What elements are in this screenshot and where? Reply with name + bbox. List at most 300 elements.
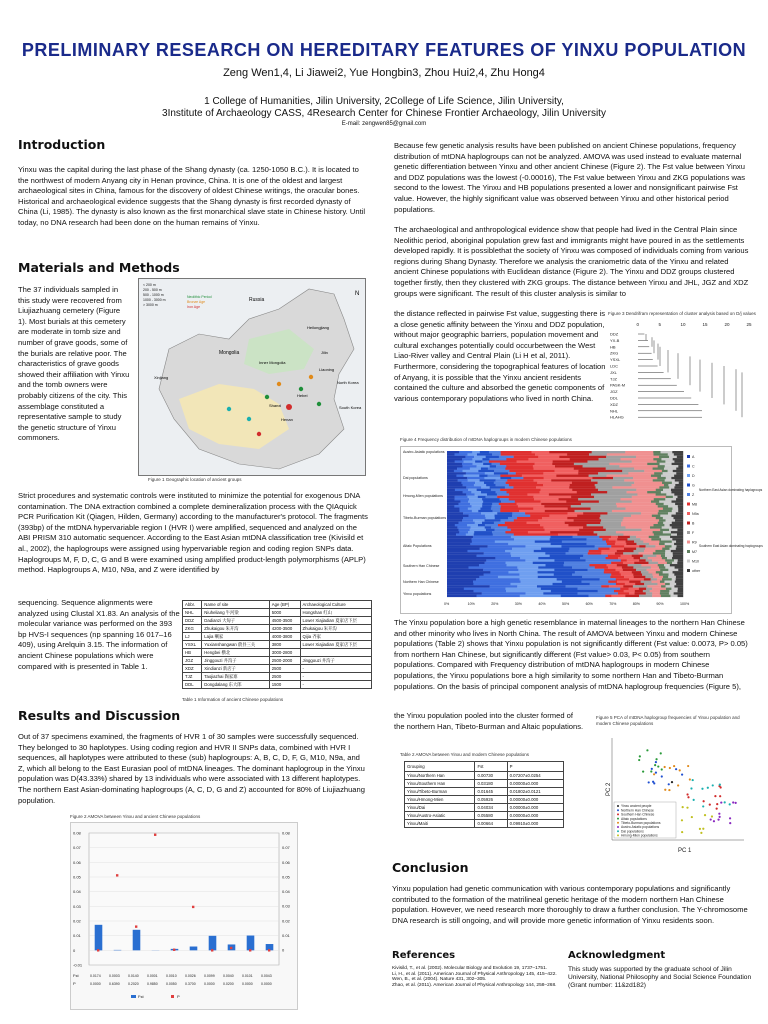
discussion-text-3: the distance reflected in pairwise Fst value, suggesting there is a close genetic affinity between the Yinxu and DDZ population, without major geographic barriers, population movement and cultural exchanges potentially could occurbetween the West Liao-River valley and Central Plain (Li H et al, 2011). Furthermore, considering the topographical features of location of Anyang, it is possible that the Yinxu ancient residents contained the culture and absorbed the genetic components of various contemporary populations who lived in north China. [394, 309, 606, 403]
haplogroup-segment [598, 482, 635, 484]
haplogroup-segment [569, 548, 598, 550]
haplogroup-segment [610, 548, 625, 550]
haplogroup-segment [598, 472, 628, 474]
legend-swatch [687, 465, 690, 468]
pca-point [692, 779, 694, 781]
haplogroup-segment [634, 562, 648, 564]
table-cell: 0.00730 [475, 772, 507, 780]
legend-item: < 200 m [143, 283, 156, 287]
haplogroup-segment [656, 503, 664, 505]
haplogroup-segment [517, 566, 538, 568]
haplogroup-segment [662, 526, 672, 528]
pca-point [654, 764, 656, 766]
haplogroup-segment [500, 498, 509, 500]
haplogroup-segment [565, 552, 587, 554]
haplogroup-segment [467, 496, 478, 498]
haplogroup-segment [478, 524, 485, 526]
haplogroup-segment [672, 538, 683, 540]
haplogroup-segment [588, 569, 605, 571]
dendrogram-leaf-label: TJZ [610, 376, 617, 382]
haplogroup-segment [616, 569, 623, 571]
haplogroup-segment [549, 493, 591, 495]
haplogroup-segment [663, 517, 674, 519]
haplogroup-segment [525, 592, 543, 594]
haplogroup-segment [495, 557, 520, 559]
haplogroup-segment [652, 559, 665, 561]
haplogroup-segment [538, 566, 572, 568]
haplogroup-segment [623, 585, 633, 587]
pca-point [689, 778, 691, 780]
table-header: Abbr. [183, 601, 202, 609]
pca-point [717, 818, 719, 820]
legend-label: Yinxu ancient people [621, 804, 652, 809]
haplogroup-segment [505, 531, 528, 533]
haplogroup-segment [663, 508, 673, 510]
haplogroup-segment [573, 536, 600, 538]
y-axis-label: PC 2 [606, 782, 612, 796]
haplogroup-segment [676, 576, 683, 578]
haplogroup-segment [657, 583, 665, 585]
y-tick-label: 0.02 [73, 918, 81, 924]
pca-point [700, 832, 702, 834]
haplogroup-segment [486, 529, 495, 531]
haplogroup-segment [636, 456, 659, 458]
haplogroup-segment [623, 533, 654, 535]
haplogroup-segment [527, 493, 549, 495]
haplogroup-segment [577, 491, 608, 493]
haplogroup-segment [447, 557, 495, 559]
haplogroup-segment [591, 493, 638, 495]
table-cell: XDZ [183, 665, 202, 673]
haplogroup-segment [460, 510, 472, 512]
haplogroup-segment [459, 451, 472, 453]
haplogroup-segment [463, 517, 486, 519]
haplogroup-segment [533, 496, 571, 498]
haplogroup-segment [561, 545, 594, 547]
haplogroup-segment [659, 500, 671, 502]
haplogroup-segment [598, 489, 636, 491]
haplogroup-segment [533, 562, 564, 564]
pca-point [657, 765, 659, 767]
haplogroup-segment [670, 595, 677, 597]
p-marker [173, 949, 175, 951]
haplogroup-segment [495, 515, 513, 517]
haplogroup-segment [668, 569, 678, 571]
haplogroup-segment [664, 564, 670, 566]
haplogroup-segment [457, 467, 470, 469]
haplogroup-segment [583, 512, 608, 514]
dendrogram-leaf-label: DDZ [610, 331, 619, 337]
haplogroup-segment [617, 564, 628, 566]
haplogroup-segment [675, 484, 683, 486]
haplogroup-segment [520, 578, 557, 580]
haplogroup-segment [496, 479, 508, 481]
pca-point [682, 806, 684, 808]
haplogroup-segment [468, 508, 481, 510]
haplogroup-segment [482, 460, 489, 462]
haplogroup-segment [656, 517, 663, 519]
haplogroup-segment [674, 559, 678, 561]
haplogroup-segment [447, 505, 455, 507]
site-marker [299, 387, 303, 391]
table-row [405, 796, 564, 804]
legend-label: Tibeto-Burman populations [621, 821, 661, 825]
haplogroup-segment [650, 590, 661, 592]
haplogroup-segment [665, 460, 674, 462]
haplogroup-segment [653, 531, 663, 533]
discussion-text-5: the Yinxu population pooled into the cluster formed of the northern Han, Tibeto-Burman and Altaic populations. [394, 711, 584, 731]
haplogroup-segment [601, 552, 615, 554]
haplogroup-segment [458, 479, 468, 481]
haplogroup-segment [578, 498, 620, 500]
haplogroup-segment [671, 515, 683, 517]
haplogroup-segment [652, 588, 666, 590]
haplogroup-segment [478, 510, 493, 512]
haplogroup-segment [541, 489, 573, 491]
legend-swatch-p [171, 995, 174, 998]
methods-text-2: Strict procedures and systematic controls were instituted to minimize the potential for exogenous DNA contamination. The DNA extraction combined a complete demineralization process with the QIAquick PCR Purification Kit (Qiagen, Hilden, Germany) according to the manufacturer's protocol. The fragments (393bp) of the mtDNA hypervariable region I (HVR I) were amplified, sequenced and analyzed on the ABI PRISM 310 automatic sequencer. According to the East Asian mtDNA classification tree (Kivisild et al., 2002), the haplogroups were assigned using hypervariable region and coding region SNPs data. Haplogroups M, F, D, C, G and B were examined using amplified product-length polymorphisms (APLP) method. Haplogroups A, M10, N9a, and Z were identified by [18, 491, 368, 575]
pca-point [716, 808, 718, 810]
haplogroup-segment [599, 536, 611, 538]
haplogroup-segment [642, 573, 652, 575]
table-cell: 3800 [269, 641, 300, 649]
haplogroup-segment [676, 512, 683, 514]
haplogroup-segment [477, 489, 491, 491]
table-cell: 0.05580 [475, 812, 507, 820]
table-cell: - [300, 681, 371, 689]
haplogroup-segment [494, 522, 505, 524]
haplogroup-segment [447, 467, 457, 469]
haplogroup-segment [567, 517, 600, 519]
p-value: 0.0200 [223, 982, 234, 986]
haplogroup-segment [497, 493, 509, 495]
p-value: 0.0000 [204, 982, 215, 986]
legend-swatch [687, 569, 690, 572]
fst-bar [133, 930, 141, 951]
haplogroup-segment [645, 576, 653, 578]
haplogroup-segment [447, 578, 476, 580]
legend-item: 200 - 500 m [143, 288, 162, 292]
table-body [405, 772, 564, 828]
table-header: Age (BP) [269, 601, 300, 609]
p-marker [135, 925, 137, 927]
table-cell: YSXL [183, 641, 202, 649]
x-tick-label: 60% [585, 602, 593, 606]
haplogroup-segment [622, 566, 634, 568]
haplogroup-segment [447, 517, 463, 519]
p-marker [116, 874, 118, 876]
haplogroup-segment [535, 463, 553, 465]
haplogroup-segment [666, 588, 672, 590]
table-cell: Hongshan 红山 [300, 609, 371, 617]
haplogroup-segment [447, 595, 477, 597]
haplogroup-segment [606, 529, 642, 531]
legend-swatch [687, 474, 690, 477]
haplogroup-segment [484, 573, 520, 575]
haplogroup-segment [476, 578, 520, 580]
haplogroup-segment [636, 569, 647, 571]
table-cell: 1500 [269, 681, 300, 689]
methods-text-3: sequencing. Sequence alignments were analyzed using Clustal X1.83. An analysis of the molecular variance was performed on the 393 bp HVS-I sequences (np spanning 16 017–16 409), using Arelquin 3.15. The information of ancient Chinese populations which were compared with is presented in Table 1. [18, 598, 180, 671]
haplogroup-segment [544, 505, 571, 507]
haplogroup-segment [447, 486, 466, 488]
haplogroup-segment [611, 595, 625, 597]
haplogroup-segment [489, 458, 506, 460]
figure-1-map [138, 278, 366, 476]
haplogroup-segment [634, 467, 653, 469]
pca-point [673, 765, 675, 767]
haplogroup-segment [480, 508, 491, 510]
haplogroup-segment [554, 573, 572, 575]
table-cell: 0.05926 [475, 796, 507, 804]
haplogroup-segment [654, 498, 666, 500]
haplogroup-segment [657, 460, 666, 462]
haplogroup-segment [671, 491, 683, 493]
haplogroup-segment [447, 562, 485, 564]
haplogroup-segment [486, 484, 496, 486]
haplogroup-segment [495, 491, 506, 493]
haplogroup-segment [658, 522, 664, 524]
haplogroup-segment [454, 505, 471, 507]
haplogroup-segment [663, 489, 671, 491]
legend-item: > 3000 m [143, 303, 158, 307]
legend-label: Austro-Asiatic populations [621, 825, 660, 830]
legend-item: Bronze Age [187, 300, 206, 304]
pca-point [729, 803, 731, 805]
haplogroup-segment [618, 557, 634, 559]
haplogroup-segment [674, 517, 684, 519]
table-cell: Lower Xiajiadian 夏家店下层 [300, 617, 371, 625]
haplogroup-segment [648, 557, 662, 559]
haplogroup-segment [663, 522, 672, 524]
haplogroup-segment [629, 581, 641, 583]
haplogroup-segment [587, 543, 607, 545]
table-cell: 5000 [269, 609, 300, 617]
table-cell: Xindianzi 新店子 [202, 665, 269, 673]
haplogroup-segment [474, 590, 507, 592]
haplogroup-segment [488, 475, 501, 477]
haplogroup-segment [656, 571, 663, 573]
map-label: Mongolia [219, 350, 240, 356]
pca-point [660, 752, 662, 754]
haplogroup-segment [447, 477, 467, 479]
haplogroup-segment [674, 493, 683, 495]
haplogroup-segment [641, 529, 660, 531]
legend-swatch [617, 805, 619, 807]
haplogroup-segment [463, 470, 479, 472]
haplogroup-segment [634, 557, 641, 559]
legend-swatch-fst [131, 995, 136, 998]
haplogroup-segment [611, 562, 623, 564]
fst-value: 0.0043 [261, 974, 272, 978]
table-row [183, 665, 372, 673]
haplogroup-segment [498, 576, 538, 578]
haplogroup-segment [674, 585, 683, 587]
haplogroup-segment [545, 529, 580, 531]
haplogroup-segment [677, 529, 683, 531]
haplogroup-segment [458, 503, 470, 505]
figure-2-caption: Figure 2 AMOVA between Yinxu and ancient Chinese populations [70, 814, 201, 819]
pca-point [681, 773, 683, 775]
haplogroup-segment [465, 456, 474, 458]
haplogroup-segment [530, 515, 549, 517]
haplogroup-segment [670, 583, 677, 585]
pca-point [679, 769, 681, 771]
haplogroup-segment [571, 496, 594, 498]
haplogroup-segment [664, 484, 669, 486]
haplogroup-segment [471, 491, 481, 493]
haplogroup-segment [633, 566, 651, 568]
haplogroup-segment [541, 548, 569, 550]
haplogroup-segment [540, 524, 568, 526]
haplogroup-segment [569, 486, 595, 488]
haplogroup-segment [466, 472, 485, 474]
pca-point [671, 781, 673, 783]
haplogroup-segment [541, 503, 581, 505]
haplogroup-segment [493, 510, 501, 512]
haplogroup-segment [671, 500, 683, 502]
pca-point [655, 758, 657, 760]
y2-tick-label: 0.04 [282, 889, 290, 894]
haplogroup-segment [639, 595, 652, 597]
pca-point [720, 801, 722, 803]
haplogroup-segment [600, 515, 631, 517]
haplogroup-segment [637, 493, 655, 495]
table-cell: Lajia 喇家 [202, 633, 269, 641]
legend-swatch [687, 493, 690, 496]
haplogroup-segment [587, 524, 622, 526]
haplogroup-segment [666, 585, 675, 587]
p-value: 0.3700 [185, 982, 196, 986]
table-1 [182, 600, 372, 689]
haplogroup-segment [673, 552, 684, 554]
haplogroup-segment [608, 555, 621, 557]
pca-point [735, 802, 737, 804]
legend-label: A [692, 455, 695, 459]
haplogroup-segment [468, 500, 483, 502]
fst-value: 0.0001 [147, 974, 158, 978]
fst-value: 0.0040 [223, 974, 234, 978]
haplogroup-segment [500, 510, 519, 512]
haplogroup-segment [447, 463, 462, 465]
intro-heading: Introduction [18, 137, 106, 152]
haplogroup-segment [471, 526, 485, 528]
haplogroup-segment [559, 456, 606, 458]
pca-point [703, 800, 705, 802]
haplogroup-segment [571, 505, 617, 507]
haplogroup-segment [607, 453, 654, 455]
haplogroup-segment [671, 477, 683, 479]
haplogroup-segment [676, 545, 683, 547]
y-tick-label: 0.03 [73, 903, 81, 909]
haplogroup-segment [620, 555, 631, 557]
legend-label: G [692, 483, 695, 488]
table-header-row [405, 762, 564, 772]
haplogroup-segment [447, 451, 459, 453]
haplogroup-segment [501, 451, 532, 453]
p-value: 0.0000 [242, 982, 253, 986]
haplogroup-segment [472, 510, 479, 512]
haplogroup-segment [447, 548, 480, 550]
haplogroup-segment [447, 581, 473, 583]
haplogroup-segment [625, 595, 639, 597]
haplogroup-segment [578, 472, 598, 474]
haplogroup-segment [595, 486, 612, 488]
table-cell: Lower Xiajiadian 夏家店下层 [300, 641, 371, 649]
haplogroup-segment [607, 491, 627, 493]
legend-swatch [687, 541, 690, 544]
table-cell: Yinxu/Tibeto-Burman [405, 788, 475, 796]
haplogroup-segment [490, 465, 497, 467]
haplogroup-segment [459, 529, 470, 531]
haplogroup-segment [628, 472, 654, 474]
p-value: 0.2020 [128, 982, 139, 986]
haplogroup-segment [663, 531, 671, 533]
haplogroup-segment [643, 540, 659, 542]
haplogroup-segment [538, 456, 559, 458]
haplogroup-segment [655, 545, 665, 547]
affiliations [0, 96, 768, 120]
reference-item: Li, H., et al. (2011). American Journal of Physical Anthropology 145, 415–422. [392, 971, 557, 977]
haplogroup-segment [611, 536, 618, 538]
haplogroup-segment [455, 460, 464, 462]
haplogroup-segment [447, 564, 479, 566]
haplogroup-segment [623, 552, 638, 554]
haplogroup-segment [533, 467, 574, 469]
table-body [183, 609, 372, 689]
haplogroup-segment [541, 500, 567, 502]
legend-swatch [617, 813, 619, 815]
haplogroup-segment [617, 550, 634, 552]
haplogroup-segment [559, 498, 579, 500]
author-list: Zeng Wen1,4, Li Jiawei2, Yue Hongbin3, Zhou Hui2,4, Zhu Hong4 [223, 67, 545, 79]
pca-point [669, 767, 671, 769]
haplogroup-segment [677, 456, 683, 458]
haplogroup-segment [627, 538, 640, 540]
haplogroup-segment [447, 500, 461, 502]
haplogroup-segment [678, 508, 683, 510]
map-label: Russia [249, 297, 265, 303]
legend-label: D [692, 474, 695, 478]
haplogroup-segment [676, 548, 683, 550]
haplogroup-segment [666, 496, 673, 498]
haplogroup-segment [659, 540, 672, 542]
table-cell: HB [183, 649, 202, 657]
haplogroup-segment [583, 555, 608, 557]
haplogroup-segment [479, 564, 507, 566]
haplogroup-segment [661, 538, 672, 540]
haplogroup-segment [489, 451, 501, 453]
haplogroup-segment [470, 543, 508, 545]
haplogroup-segment [657, 578, 662, 580]
haplogroup-segment [506, 482, 538, 484]
haplogroup-segment [634, 576, 646, 578]
haplogroup-segment [672, 482, 679, 484]
haplogroup-segment [454, 470, 463, 472]
p-marker [192, 906, 194, 908]
haplogroup-segment [447, 460, 455, 462]
haplogroup-segment [534, 479, 552, 481]
site-marker [309, 375, 313, 379]
haplogroup-segment [658, 564, 665, 566]
haplogroup-segment [463, 475, 479, 477]
haplogroup-segment [658, 512, 668, 514]
haplogroup-segment [646, 588, 652, 590]
haplogroup-segment [589, 453, 607, 455]
haplogroup-segment [660, 463, 672, 465]
haplogroup-segment [470, 529, 486, 531]
haplogroup-segment [662, 482, 672, 484]
